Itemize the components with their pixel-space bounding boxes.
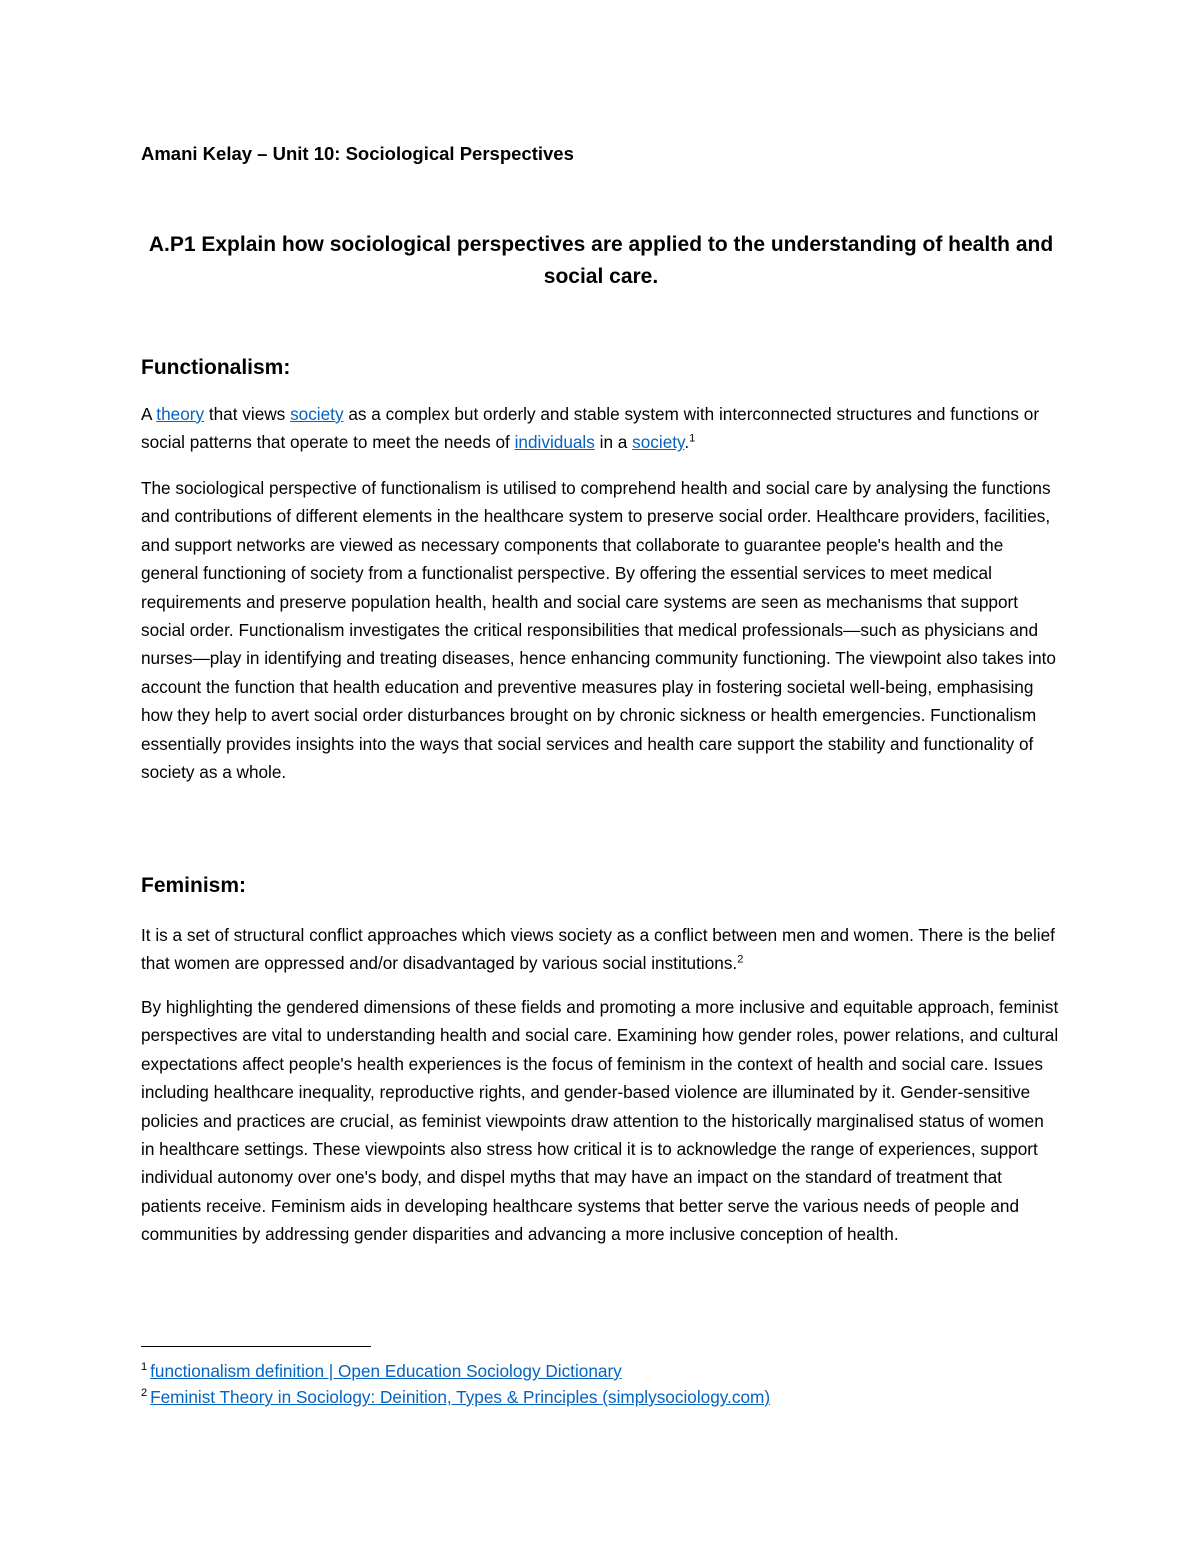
society-link[interactable]: society — [290, 404, 344, 424]
definition-text: A — [141, 404, 157, 424]
footnote-2 — [141, 1387, 770, 1408]
assignment-heading: A.P1 Explain how sociological perspectives are applied to the understanding of health and social care. — [148, 233, 1054, 288]
feminism-definition — [141, 921, 1061, 978]
individuals-link[interactable]: individuals — [514, 432, 595, 453]
footnote-separator — [141, 1346, 371, 1347]
footnote-ref-2[interactable]: 2 — [737, 953, 744, 966]
functionalism-definition — [141, 400, 1061, 457]
theory-link[interactable]: theory — [156, 404, 205, 424]
footnote-number: 1 — [141, 1361, 148, 1374]
definition-text: as a complex but orderly and stable system with interconnected structures and functions or social patterns that operate to meet the needs of — [141, 404, 1040, 453]
footnote-number: 2 — [141, 1387, 148, 1400]
author-title-line: Amani Kelay – Unit 10: Sociological Perspectives — [141, 143, 574, 164]
feminism-body: By highlighting the gendered dimensions of these fields and promoting a more inclusive and equitable approach, feminist perspectives are vital to understanding health and social care. Examining how gender roles, power relations, and cultural expectations affect people's health experiences is the focus of feminism in the context of health and social care. Issues including healthcare inequality, reproductive rights, and gender-based violence are illuminated by it. Gender-sensitive policies and practices are crucial, as feminist viewpoints draw attention to the historically marginalised status of women in healthcare settings. These viewpoints also stress how critical it is to acknowledge the range of experiences, support individual autonomy over one's body, and dispel myths that may have an impact on the standard of treatment that patients receive. Feminism aids in developing healthcare systems that better serve the various needs of people and communities by addressing gender disparities and advancing a more inclusive conception of health. — [141, 997, 1059, 1245]
society-link-2[interactable]: society — [632, 432, 685, 453]
functionalism-body: The sociological perspective of functionalism is utilised to comprehend health and social care by analysing the functions and contributions of different elements in the healthcare system to preserve social order. Healthcare providers, facilities, and support networks are viewed as necessary components that collaborate to guarantee people's health and the general functioning of society from a functionalist perspective. By offering the essential services to meet medical requirements and preserve population health, health and social care systems are seen as mechanisms that support social order. Functionalism investigates the critical responsibilities that medical professionals—such as physicians and nurses—play in identifying and treating diseases, hence enhancing community functioning. The viewpoint also takes into account the function that health education and preventive measures play in fostering societal well-being, emphasising how they help to avert social order disturbances brought on by chronic sickness or health emergencies. Functionalism essentially provides insights into the ways that social services and health care support the stability and functionality of society as a whole. — [141, 478, 1056, 783]
definition-text: that views — [204, 404, 291, 424]
definition-text: in a — [594, 432, 633, 453]
functionalism-heading: Functionalism: — [141, 356, 291, 379]
feminism-heading: Feminism: — [141, 874, 247, 897]
footnote-1 — [141, 1361, 622, 1382]
footnote-ref-1[interactable]: 1 — [689, 432, 696, 445]
footnote-link-2[interactable]: Feminist Theory in Sociology: Deinition, Types & Principles (simplysociology.com) — [150, 1387, 771, 1407]
definition-text: It is a set of structural conflict approaches which views society as a conflict between men and women. There is the belief that women are oppressed and/or disadvantaged by various social institutions. — [141, 925, 1055, 974]
definition-text: . — [684, 432, 690, 453]
footnote-link-1[interactable]: functionalism definition | Open Education Sociology Dictionary — [150, 1361, 622, 1381]
